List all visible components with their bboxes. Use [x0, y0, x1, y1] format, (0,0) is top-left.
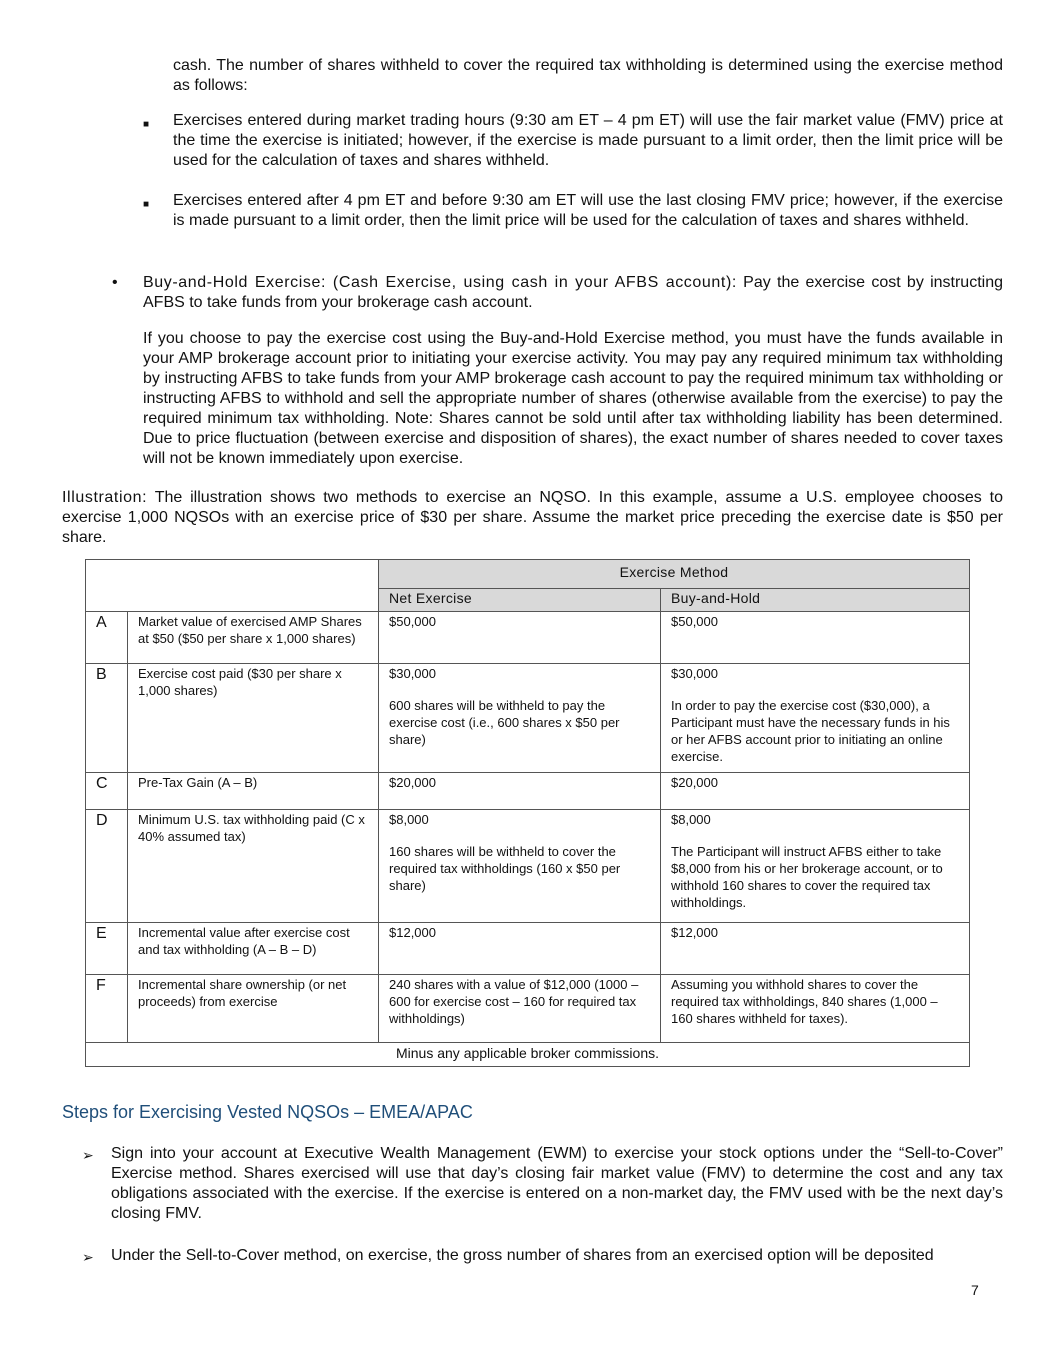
row-letter: A: [86, 612, 128, 664]
buy-cell: [661, 773, 970, 810]
cell-value: $20,000: [671, 775, 718, 790]
illustration-label: Illustration:: [62, 489, 148, 506]
buy-cell: [661, 612, 970, 664]
column-header: Net Exercise: [379, 589, 661, 612]
row-letter: B: [86, 664, 128, 773]
cell-value: Assuming you withhold shares to cover the required tax withholdings, 840 shares (1,000 – 160 shares withheld for taxes).: [671, 977, 938, 1026]
step-item: Under the Sell-to-Cover method, on exercise, the gross number of shares from an exercised option will be deposited: [111, 1247, 934, 1264]
cell-value: $50,000: [671, 614, 718, 629]
column-header: Buy-and-Hold: [661, 589, 970, 612]
buy-cell: [661, 810, 970, 923]
row-description: Minimum U.S. tax withholding paid (C x 40% assumed tax): [128, 810, 379, 923]
buy-hold-bullet: [143, 273, 1003, 313]
cell-value: $8,000: [389, 812, 429, 827]
row-description: Incremental value after exercise cost and tax withholding (A – B – D): [128, 923, 379, 975]
table-row: [86, 612, 970, 664]
table-footer: Minus any applicable broker commissions.: [86, 1043, 970, 1067]
row-letter: D: [86, 810, 128, 923]
illustration-text: The illustration shows two methods to exercise an NQSO. In this example, assume a U.S. employee chooses to exercise 1,000 NQSOs with an exercise price of $30 per share. Assume the market price preceding the exercise date is $50 per share.: [62, 489, 1003, 546]
cell-note: The Participant will instruct AFBS either to take $8,000 from his or her brokerage account, or to withhold 160 shares to cover the required tax withholdings.: [671, 844, 943, 910]
buy-cell: [661, 975, 970, 1043]
sub-bullet: Exercises entered during market trading hours (9:30 am ET – 4 pm ET) will use the fair market value (FMV) price at the time the exercise is initiated; however, if the exercise is made pursuant to a limit order, then the limit price will be used for the calculation of taxes and shares withheld.: [173, 112, 1003, 169]
cell-value: $12,000: [389, 925, 436, 940]
page-number: 7: [971, 1282, 979, 1298]
cell-value: $30,000: [671, 666, 718, 681]
table-row: [86, 773, 970, 810]
table-row: [86, 975, 970, 1043]
net-cell: [379, 612, 661, 664]
cell-value: $50,000: [389, 614, 436, 629]
row-letter: E: [86, 923, 128, 975]
cell-value: $30,000: [389, 666, 436, 681]
row-letter: C: [86, 773, 128, 810]
net-cell: [379, 664, 661, 773]
cell-note: 160 shares will be withheld to cover the required tax withholdings (160 x $50 per share): [389, 844, 621, 893]
bullet-icon: •: [112, 274, 118, 291]
buy-cell: [661, 923, 970, 975]
intro-continuation: cash. The number of shares withheld to cover the required tax withholding is determined using the exercise method as follows:: [173, 57, 1003, 94]
buy-hold-label: Buy-and-Hold Exercise: (Cash Exercise, using cash in your AFBS account):: [143, 274, 737, 291]
arrow-bullet-icon: ➢: [82, 1249, 94, 1265]
table-row: [86, 810, 970, 923]
cell-value: $12,000: [671, 925, 718, 940]
sub-bullet: Exercises entered after 4 pm ET and before 9:30 am ET will use the last closing FMV price; however, if the exercise is made pursuant to a limit order, then the limit price will be used for the calculation of taxes and shares withheld.: [173, 192, 1003, 229]
cell-value: $8,000: [671, 812, 711, 827]
cell-value: $20,000: [389, 775, 436, 790]
net-cell: [379, 923, 661, 975]
buy-cell: [661, 664, 970, 773]
buy-hold-detail: If you choose to pay the exercise cost using the Buy-and-Hold Exercise method, you must have the funds available in your AMP brokerage account prior to initiating your exercise activity. You may pay any required minimum tax withholding by instructing AFBS to take funds from your AMP brokerage cash account to pay the required minimum tax withholding or instructing AFBS to withhold and sell the appropriate number of shares (otherwise available from the exercise) to pay the required minimum tax withholding. Note: Shares cannot be sold until after tax withholding liability has been determined. Due to price fluctuation (between exercise and disposition of shares), the exact number of shares needed to cover taxes will not be known immediately upon exercise.: [143, 330, 1003, 467]
cell-note: In order to pay the exercise cost ($30,000), a Participant must have the necessary funds in his or her AFBS account prior to initiating an online exercise.: [671, 698, 950, 764]
section-heading: Steps for Exercising Vested NQSOs – EMEA/APAC: [62, 1102, 473, 1122]
cell-value: 240 shares with a value of $12,000 (1000 – 600 for exercise cost – 160 for required tax withholdings): [389, 977, 639, 1026]
illustration-paragraph: [62, 488, 1003, 548]
row-letter: F: [86, 975, 128, 1043]
net-cell: [379, 975, 661, 1043]
step-item: Sign into your account at Executive Wealth Management (EWM) to exercise your stock options under the “Sell-to-Cover” Exercise method. Shares exercised will use that day’s closing fair market value (FMV) to determine the cost and any tax obligations associated with the exercise. If the exercise is entered on a non-market day, the FMV used with be the next day’s closing FMV.: [111, 1145, 1003, 1222]
square-bullet-icon: ■: [143, 119, 150, 130]
net-cell: [379, 773, 661, 810]
row-description: Exercise cost paid ($30 per share x 1,000 shares): [128, 664, 379, 773]
group-header: Exercise Method: [379, 560, 970, 589]
arrow-bullet-icon: ➢: [82, 1147, 94, 1163]
empty-header-cell: [86, 560, 379, 612]
buy-hold-text: Pay the exercise cost by instructing AFBS to take funds from your brokerage cash account.: [143, 274, 1003, 311]
table-row: [86, 664, 970, 773]
square-bullet-icon: ■: [143, 199, 150, 210]
row-description: Pre-Tax Gain (A – B): [128, 773, 379, 810]
row-description: Market value of exercised AMP Shares at $50 ($50 per share x 1,000 shares): [128, 612, 379, 664]
table-row: [86, 923, 970, 975]
row-description: Incremental share ownership (or net proceeds) from exercise: [128, 975, 379, 1043]
exercise-method-table: [85, 559, 970, 1067]
net-cell: [379, 810, 661, 923]
cell-note: 600 shares will be withheld to pay the exercise cost (i.e., 600 shares x $50 per share): [389, 698, 620, 747]
